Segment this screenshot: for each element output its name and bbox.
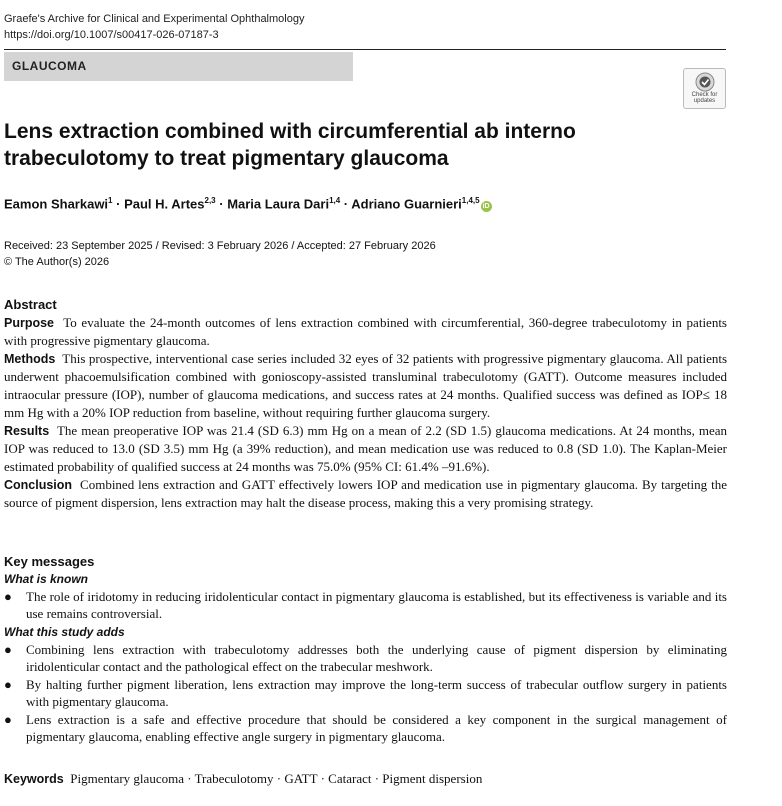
abstract-label: Results	[4, 424, 50, 438]
adds-list	[4, 641, 727, 745]
list-item-text: The role of iridotomy in reducing iridolenticular contact in pigmentary glaucoma is established, but its effectiveness is variable and its use remains controversial.	[26, 589, 727, 621]
author-affiliation: 1,4,5	[461, 196, 480, 205]
list-item	[4, 641, 727, 675]
abstract-text: Combined lens extraction and GATT effectively lowers IOP and medication use in pigmentary glaucoma. By targeting the source of pigment dispersion, lens extraction may halt the disease process, making this a very promising strategy.	[4, 477, 727, 510]
abstract-label: Methods	[4, 352, 56, 366]
article-dates	[4, 238, 436, 270]
list-item-text: By halting further pigment liberation, lens extraction may improve the long-term success of trabecular outflow surgery in patients with pigmentary glaucoma.	[26, 677, 727, 709]
author-affiliation: 2,3	[204, 196, 216, 205]
author-separator: ·	[215, 196, 228, 212]
list-item-text: Combining lens extraction with trabeculotomy addresses both the underlying cause of pigment dispersion by eliminating iridolenticular contact and the pathological effect on the trabecular meshwork.	[26, 642, 727, 674]
check-for-updates-badge[interactable]	[683, 68, 726, 109]
abstract-section	[4, 296, 727, 512]
keywords-line	[4, 770, 482, 788]
crossmark-icon	[695, 72, 715, 92]
author-affiliation: 1,4	[329, 196, 341, 205]
article-title	[4, 118, 644, 172]
copyright: © The Author(s) 2026	[4, 256, 110, 268]
check-label-line2: updates	[693, 98, 716, 104]
keywords-list: Pigmentary glaucoma · Trabeculotomy · GATT · Cataract · Pigment dispersion	[70, 771, 483, 786]
abstract-label: Conclusion	[4, 478, 73, 492]
what-is-known-heading: What is known	[4, 572, 88, 586]
abstract-text: This prospective, interventional case series included 32 eyes of 32 patients with progressive pigmentary glaucoma. All patients underwent phacoemulsification combined with gonioscopy-assisted transluminal trabeculotomy (GATT). Outcome measures included intraocular pressure (IOP), number of glaucoma medications, and success rates at 24 months. Qualified success was defined as IOP≤ 18 mm Hg with a 20% IOP reduction from baseline, without requiring further glaucoma surgery.	[4, 351, 728, 420]
abstract-results	[4, 422, 727, 476]
author-name[interactable]: Eamon Sharkawi	[4, 196, 109, 212]
bullet-icon: ●	[4, 642, 12, 657]
title-line-2: trabeculotomy to treat pigmentary glaucoma	[4, 147, 449, 170]
doi-link[interactable]: https://doi.org/10.1007/s00417-026-07187-3	[4, 29, 219, 41]
key-messages-heading: Key messages	[4, 554, 95, 569]
what-this-study-adds-heading: What this study adds	[4, 625, 125, 639]
bullet-icon: ●	[4, 712, 12, 727]
author-affiliation: 1	[108, 196, 113, 205]
abstract-conclusion	[4, 476, 727, 512]
author-name[interactable]: Paul H. Artes	[124, 196, 205, 212]
known-list	[4, 588, 727, 622]
abstract-text: The mean preoperative IOP was 21.4 (SD 6.3) mm Hg on a mean of 2.2 (SD 1.5) glaucoma medications. At 24 months, mean IOP was reduced to 13.0 (SD 3.5) mm Hg (a 39% reduction), and mean medication use was reduced to 0.8 (SD 1.0). The Kaplan-Meier estimated probability of qualified success at 24 months was 75.0% (95% CI: 61.4% –91.6%).	[4, 423, 728, 474]
abstract-methods	[4, 350, 727, 422]
header-rule	[4, 49, 726, 50]
key-messages-section	[4, 553, 727, 746]
author-separator: ·	[112, 196, 125, 212]
list-item-text: Lens extraction is a safe and effective procedure that should be considered a key component in the surgical management of pigmentary glaucoma, enabling effective angle surgery in pigmentary glaucoma.	[26, 712, 727, 744]
abstract-text: To evaluate the 24-month outcomes of lens extraction combined with circumferential, 360-degree trabeculotomy in patients with progressive pigmentary glaucoma.	[4, 315, 727, 348]
list-item	[4, 676, 727, 710]
abstract-heading: Abstract	[4, 297, 57, 312]
author-name[interactable]: Adriano Guarnieri	[351, 196, 462, 212]
author-separator: ·	[340, 196, 352, 212]
section-label: GLAUCOMA	[4, 52, 353, 81]
orcid-icon[interactable]: iD	[482, 203, 490, 211]
bullet-icon: ●	[4, 677, 12, 692]
history-dates: Received: 23 September 2025 / Revised: 3 February 2026 / Accepted: 27 February 2026	[4, 240, 436, 252]
bullet-icon: ●	[4, 589, 12, 604]
keywords-label: Keywords	[4, 772, 64, 786]
title-line-1: Lens extraction combined with circumferential ab interno	[4, 120, 576, 143]
abstract-purpose	[4, 314, 727, 350]
list-item	[4, 588, 727, 622]
list-item	[4, 711, 727, 745]
check-label-line1: Check for	[691, 92, 718, 98]
author-name[interactable]: Maria Laura Dari	[227, 196, 330, 212]
journal-header	[4, 11, 304, 43]
author-list	[4, 191, 492, 214]
journal-name: Graefe's Archive for Clinical and Experimental Ophthalmology	[4, 13, 305, 25]
abstract-label: Purpose	[4, 316, 55, 330]
